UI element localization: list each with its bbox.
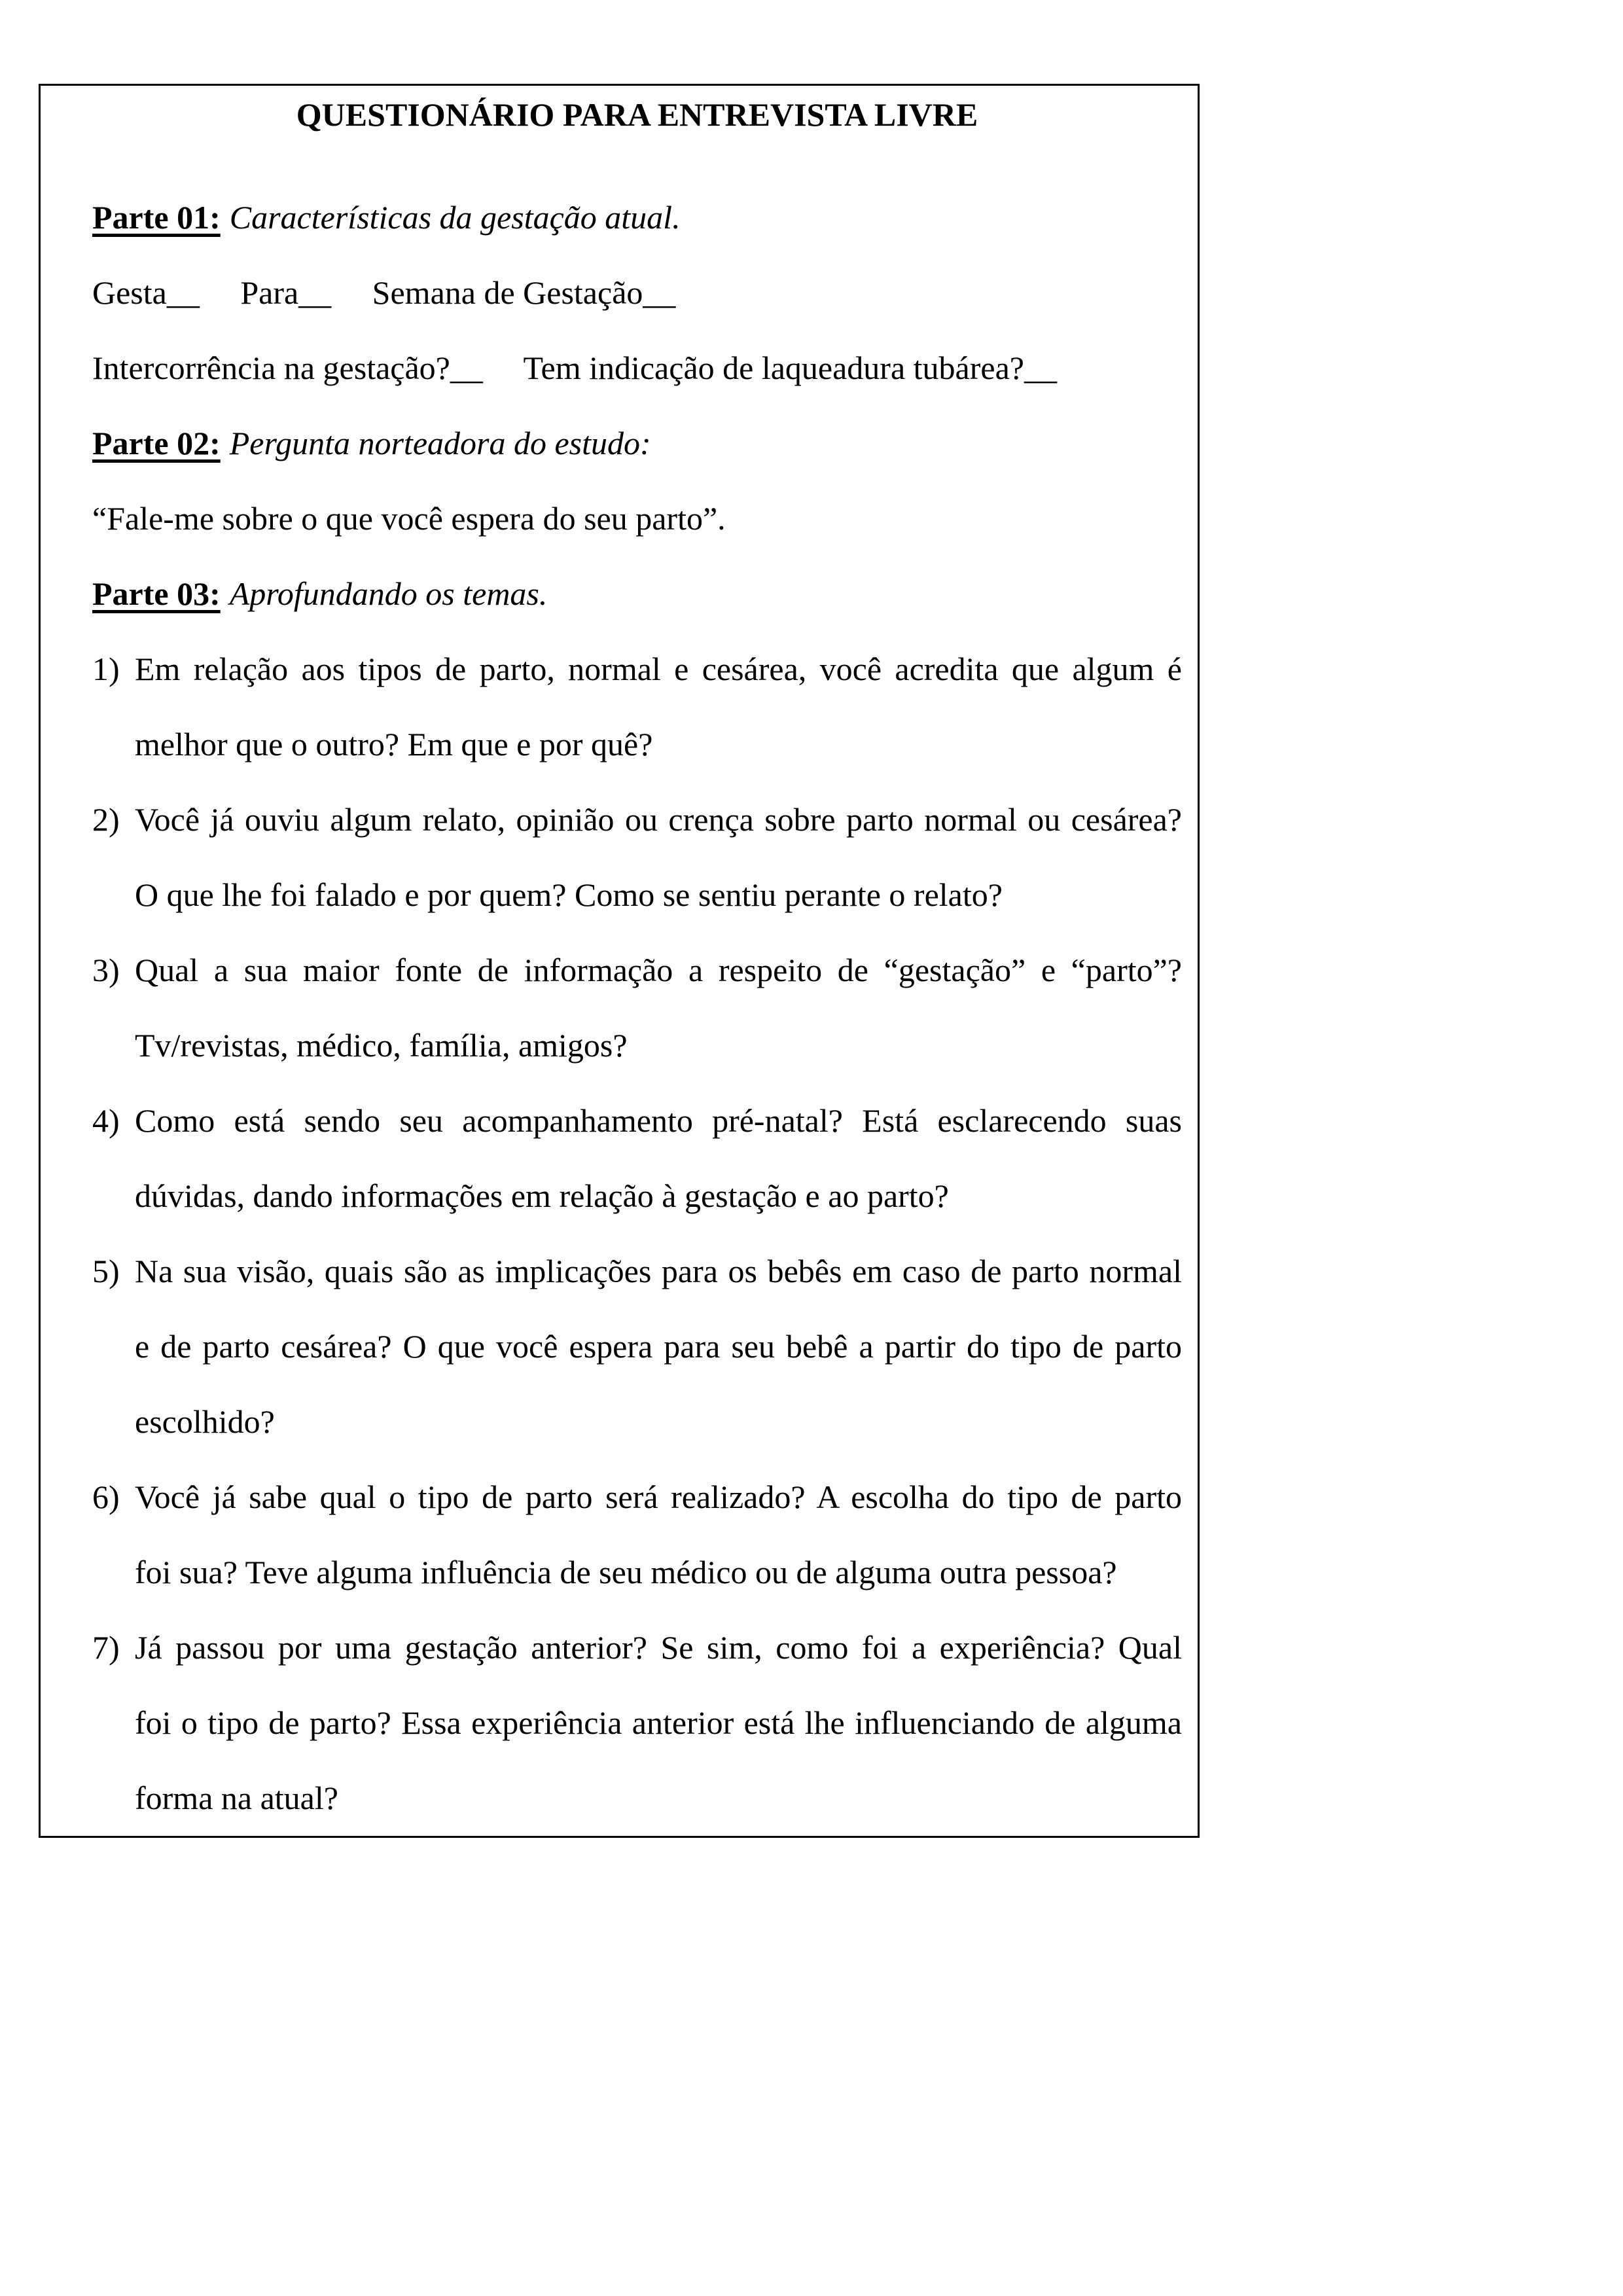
question-line: e de parto cesárea? O que você espera para seu bebê a partir do tipo de parto bbox=[135, 1328, 1182, 1365]
question-text bbox=[135, 1234, 1182, 1460]
question-text bbox=[135, 782, 1182, 933]
question-line: dúvidas, dando informações em relação à gestação e ao parto? bbox=[135, 1177, 949, 1214]
question-line: foi sua? Teve alguma influência de seu médico ou de alguma outra pessoa? bbox=[135, 1554, 1117, 1590]
question-text bbox=[135, 632, 1182, 782]
question-line: Você já sabe qual o tipo de parto será realizado? A escolha do tipo de parto bbox=[135, 1479, 1182, 1515]
question-line: Você já ouviu algum relato, opinião ou crença sobre parto normal ou cesárea? bbox=[135, 801, 1182, 838]
gestation-fields-line: Gesta__ Para__ Semana de Gestação__ bbox=[92, 274, 676, 311]
intercorrencia-fields-line: Intercorrência na gestação?__ Tem indicação de laqueadura tubárea?__ bbox=[92, 350, 1057, 386]
questionnaire-border-box bbox=[39, 84, 1200, 1838]
question-line: forma na atual? bbox=[135, 1780, 338, 1816]
question-item bbox=[92, 933, 1182, 1083]
question-item bbox=[92, 632, 1182, 782]
question-number: 2) bbox=[92, 801, 120, 838]
questionnaire-title: QUESTIONÁRIO PARA ENTREVISTA LIVRE bbox=[296, 96, 978, 133]
question-item bbox=[92, 1083, 1182, 1234]
question-item bbox=[92, 782, 1182, 933]
question-number: 6) bbox=[92, 1479, 120, 1515]
question-number: 5) bbox=[92, 1253, 120, 1289]
guiding-question: “Fale-me sobre o que você espera do seu parto”. bbox=[92, 500, 726, 537]
parte-01-label: Parte 01: bbox=[92, 199, 221, 236]
question-line: escolhido? bbox=[135, 1403, 275, 1440]
section-parte-01 bbox=[92, 180, 1182, 255]
question-text bbox=[135, 933, 1182, 1083]
question-text bbox=[135, 1083, 1182, 1234]
parte-01-description: Características da gestação atual. bbox=[229, 199, 681, 236]
question-line: Como está sendo seu acompanhamento pré-natal? Está esclarecendo suas bbox=[135, 1102, 1182, 1139]
question-line: melhor que o outro? Em que e por quê? bbox=[135, 726, 653, 762]
question-line: Em relação aos tipos de parto, normal e cesárea, você acredita que algum é bbox=[135, 651, 1182, 687]
question-line: O que lhe foi falado e por quem? Como se sentiu perante o relato? bbox=[135, 876, 1003, 913]
parte-03-description: Aprofundando os temas. bbox=[229, 575, 548, 612]
question-number: 7) bbox=[92, 1629, 120, 1666]
question-line: Tv/revistas, médico, família, amigos? bbox=[135, 1027, 628, 1064]
questions-list bbox=[92, 632, 1182, 1836]
question-number: 3) bbox=[92, 952, 120, 988]
question-item bbox=[92, 1610, 1182, 1836]
question-line: foi o tipo de parto? Essa experiência anterior está lhe influenciando de alguma bbox=[135, 1704, 1182, 1741]
parte-02-description: Pergunta norteadora do estudo: bbox=[229, 425, 651, 461]
question-line: Na sua visão, quais são as implicações para os bebês em caso de parto normal bbox=[135, 1253, 1182, 1289]
question-line: Qual a sua maior fonte de informação a respeito de “gestação” e “parto”? bbox=[135, 952, 1182, 988]
question-item bbox=[92, 1234, 1182, 1460]
question-number: 4) bbox=[92, 1102, 120, 1139]
section-parte-02 bbox=[92, 406, 1182, 481]
parte-02-label: Parte 02: bbox=[92, 425, 221, 461]
section-parte-03 bbox=[92, 556, 1182, 632]
question-item bbox=[92, 1460, 1182, 1610]
question-text bbox=[135, 1610, 1182, 1836]
question-text bbox=[135, 1460, 1182, 1610]
question-number: 1) bbox=[92, 651, 120, 687]
parte-03-label: Parte 03: bbox=[92, 575, 221, 612]
question-line: Já passou por uma gestação anterior? Se sim, como foi a experiência? Qual bbox=[135, 1629, 1182, 1666]
